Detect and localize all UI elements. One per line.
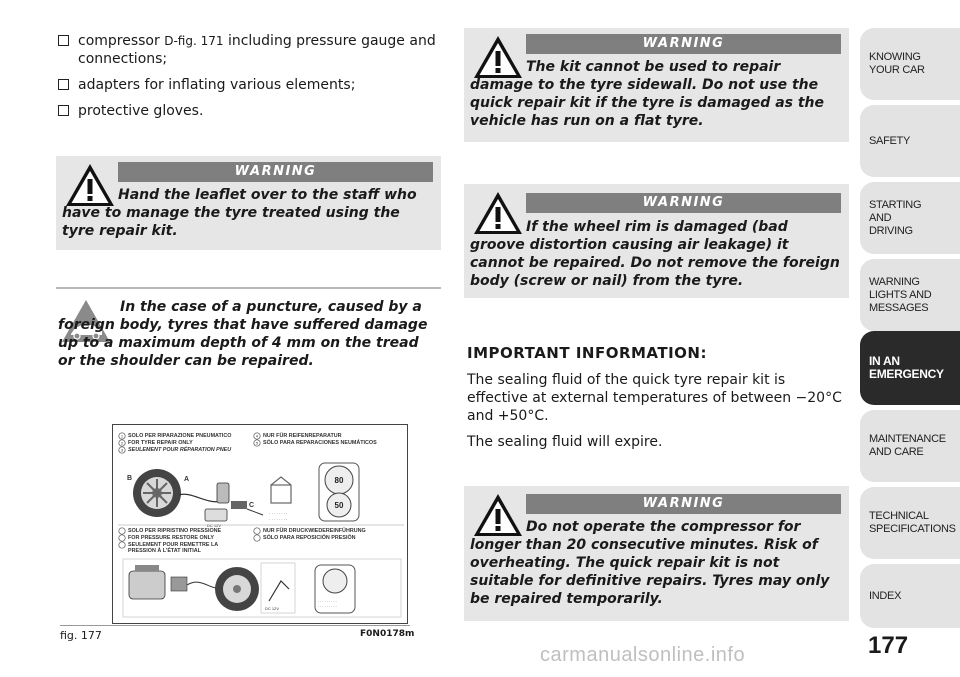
tab-starting-and-driving[interactable]: STARTING AND DRIVING [860, 182, 960, 254]
fig-num-2: 2 [120, 440, 124, 446]
info-text: In the case of a puncture, caused by a foreign body, tyres that have suffered damage up to a maximum depth of 4 mm on the tread or the shoulder can be repaired. [58, 299, 428, 369]
bullet-adapters: adapters for inflating various elements; [56, 76, 436, 94]
tab-knowing-your-car[interactable]: KNOWING YOUR CAR [860, 28, 960, 100]
important-title: IMPORTANT INFORMATION: [467, 344, 707, 362]
fig-label-it-2: SOLO PER RIPRISTINO PRESSIONE [128, 528, 222, 534]
page-number: 177 [868, 632, 909, 659]
tab-index[interactable]: INDEX [860, 564, 960, 628]
figure-code: F0N0178m [360, 629, 415, 639]
warning-title: WARNING [526, 34, 841, 54]
fig-label-en-2: FOR PRESSURE RESTORE ONLY [128, 535, 214, 541]
fig-letter-b: B [127, 475, 133, 482]
checkbox-bullet-icon [58, 105, 69, 116]
fig-dc-label-2: DC 12V [265, 606, 280, 611]
fig-letter-c: C [249, 502, 255, 509]
fig-num-1: 1 [120, 433, 124, 439]
fig-label-de-2: NUR FÜR DRUCKWIEDEREINFÜHRUNG [263, 528, 366, 534]
svg-text:· · · · · · · ·: · · · · · · · · [269, 511, 288, 516]
fig-gauge-50: 50 [334, 501, 344, 510]
tab-maintenance-and-care[interactable]: MAINTENANCE AND CARE [860, 410, 960, 482]
warning-title: WARNING [526, 494, 841, 514]
warning-text: The kit cannot be used to repair damage to the tyre sidewall. Do not use the quick repair kit if the tyre is damaged as the vehicle has run on a flat tyre. [470, 59, 825, 129]
info-box-puncture [56, 296, 441, 396]
fig-label-de: NUR FÜR REIFENREPARATUR [263, 433, 342, 439]
tab-safety[interactable]: SAFETY [860, 105, 960, 177]
important-text [467, 371, 847, 459]
checkbox-bullet-icon [58, 79, 69, 90]
fig-letter-a: A [184, 476, 190, 483]
warning-box-rim [464, 184, 849, 298]
figure-tyre-repair-kit [112, 424, 408, 624]
fig-label-fr: SEULEMENT POUR RÉPARATION PNEU [128, 447, 232, 453]
figure-illustration [113, 425, 409, 625]
svg-text:· · · · · · · ·: · · · · · · · · [269, 517, 288, 522]
fig-label-es: SÓLO PARA REPARACIONES NEUMÁTICOS [263, 440, 377, 446]
warning-title: WARNING [118, 162, 433, 182]
warning-text: Hand the leaflet over to the staff who have to manage the tyre treated using the tyre repair kit. [62, 187, 417, 239]
tab-warning-lights[interactable]: WARNING LIGHTS AND MESSAGES [860, 259, 960, 331]
tab-technical-specifications[interactable]: TECHNICAL SPECIFICATIONS [860, 487, 960, 559]
important-paragraph-1: The sealing fluid of the quick tyre repair kit is effective at external temperatures of between −20°C and +50°C. [467, 372, 842, 424]
warning-box-leaflet [56, 156, 441, 250]
checkbox-bullet-icon [58, 35, 69, 46]
fig-num-4: 4 [255, 433, 259, 439]
tab-in-an-emergency[interactable]: IN AN EMERGENCY [860, 331, 960, 405]
important-paragraph-2: The sealing fluid will expire. [467, 434, 663, 450]
divider-rule [56, 287, 441, 289]
warning-title: WARNING [526, 193, 841, 213]
figure-caption-rule [60, 625, 410, 626]
fig-label-es-2: SÓLO PARA REPOSICIÓN PRESIÓN [263, 535, 356, 541]
svg-text:· · · · · · · · ·: · · · · · · · · · [318, 605, 337, 609]
watermark: carmanualsonline.info [540, 644, 746, 666]
fig-num-3: 3 [120, 447, 124, 453]
bullet-compressor: compressor D-fig. 171 including pressure gauge and connections; [56, 32, 436, 68]
fig-gauge-80: 80 [334, 476, 344, 485]
bullet-gloves: protective gloves. [56, 102, 436, 120]
svg-text:· · · · · · · · ·: · · · · · · · · · [318, 600, 337, 604]
fig-label-fr-2a: SEULEMENT POUR REMETTRE LA [128, 542, 219, 548]
warning-box-sidewall [464, 28, 849, 142]
warning-text: If the wheel rim is damaged (bad groove distortion causing air leakage) it cannot be repaired. Do not remove the foreign body (screw or nail) from the tyre. [470, 219, 840, 289]
warning-text: Do not operate the compressor for longer than 20 consecutive minutes. Risk of overheating. The quick repair kit is not suitable for definitive repairs. Tyres may only be repaired temporarily. [470, 519, 830, 607]
bullet-list [56, 32, 436, 128]
fig-label-it: SOLO PER RIPARAZIONE PNEUMATICO [128, 433, 232, 439]
warning-box-compressor [464, 486, 849, 621]
fig-num-5: 5 [255, 440, 259, 446]
figure-caption: fig. 177 [60, 629, 102, 642]
fig-label-en: FOR TYRE REPAIR ONLY [128, 440, 193, 446]
fig-label-fr-2b: PRESSION À L'ÉTAT INITIAL [128, 548, 201, 554]
fig-dc-label-1: DC 12V [207, 523, 222, 528]
